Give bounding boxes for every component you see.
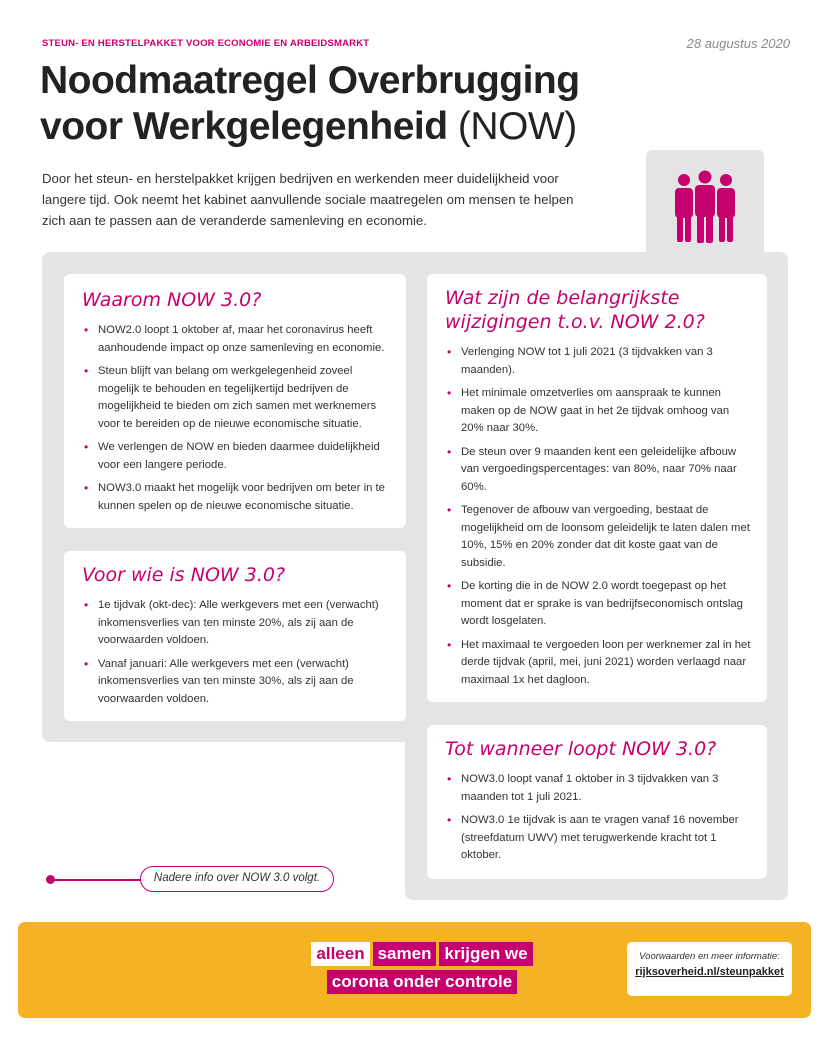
connector-line xyxy=(50,879,142,881)
card-key-changes xyxy=(427,274,767,702)
list-item: • Tegenover de afbouw van vergoeding, bestaat de mogelijkheid om de loonsom geleidelijk te laten dalen met 10%, 15% en 20% zonder dat dit koste gaat van de subsidie. xyxy=(445,502,753,572)
info-link[interactable]: rijksoverheid.nl/steunpakket xyxy=(635,966,784,978)
slogan-line: corona onder controle xyxy=(327,970,517,994)
slogan-word: samen xyxy=(373,942,437,966)
bullet-list xyxy=(82,597,392,708)
title-suffix: (NOW) xyxy=(457,105,577,148)
card-for-whom xyxy=(64,551,406,721)
bullet-list xyxy=(445,771,753,865)
list-item: • Verlenging NOW tot 1 juli 2021 (3 tijdvakken van 3 maanden). xyxy=(445,344,753,379)
list-item: • NOW3.0 loopt vanaf 1 oktober in 3 tijdvakken van 3 maanden tot 1 juli 2021. xyxy=(445,771,753,806)
card-heading: Wat zijn de belangrijkste wijzigingen t.o.v. NOW 2.0? xyxy=(445,287,705,333)
list-item: • NOW2.0 loopt 1 oktober af, maar het coronavirus heeft aanhoudende impact op onze samenleving en economie. xyxy=(82,322,392,357)
list-item: • 1e tijdvak (okt-dec): Alle werkgevers met een (verwacht) inkomensverlies van ten minste 20%, als zij aan de voorwaarden voldoen. xyxy=(82,597,392,650)
card-heading: Voor wie is NOW 3.0? xyxy=(82,564,286,586)
campaign-slogan xyxy=(304,942,540,998)
card-why-now xyxy=(64,274,406,528)
list-item: • De steun over 9 maanden kent een geleidelijke afbouw van vergoedingspercentages: van 80%, naar 70% naar 60%. xyxy=(445,444,753,497)
slogan-word: krijgen we xyxy=(439,942,532,966)
connector-dot xyxy=(46,875,55,884)
page-title xyxy=(40,58,660,150)
card-until-when xyxy=(427,725,767,879)
title-main: Noodmaatregel Overbrugging voor Werkgelegenheid xyxy=(40,59,580,148)
list-item: • NOW3.0 1e tijdvak is aan te vragen vanaf 16 november (streefdatum UWV) met terugwerkende kracht tot 1 oktober. xyxy=(445,812,753,865)
list-item: • NOW3.0 maakt het mogelijk voor bedrijven om beter in te kunnen spelen op de nieuwe economische situatie. xyxy=(82,480,392,515)
list-item: • We verlengen de NOW en bieden daarmee duidelijkheid voor een langere periode. xyxy=(82,439,392,474)
list-item: • Het minimale omzetverlies om aanspraak te kunnen maken op de NOW gaat in het 2e tijdvak omhoog van 20% naar 30%. xyxy=(445,385,753,438)
kicker: STEUN- EN HERSTELPAKKET VOOR ECONOMIE EN ARBEIDSMARKT xyxy=(42,38,370,49)
intro-text: Door het steun- en herstelpakket krijgen bedrijven en werkenden meer duidelijkheid voor langere tijd. Ook neemt het kabinet aanvullende sociale maatregelen om mensen te helpen zich aan te passen aan de veranderde samenleving en economie. xyxy=(42,171,574,228)
more-info-note: Nadere info over NOW 3.0 volgt. xyxy=(140,866,334,892)
list-item: • Steun blijft van belang om werkgelegenheid zoveel mogelijk te behouden en tegelijkertijd bedrijven de mogelijkheid te bieden om zich samen met werknemers voor te bereiden op de nieuwe economische situatie. xyxy=(82,363,392,433)
card-heading: Tot wanneer loopt NOW 3.0? xyxy=(445,738,717,760)
info-box xyxy=(627,942,792,996)
footer-banner xyxy=(18,922,811,1018)
icon-panel xyxy=(646,150,764,265)
info-label: Voorwaarden en meer informatie: xyxy=(639,951,780,962)
bullet-list xyxy=(445,344,753,689)
bullet-list xyxy=(82,322,392,515)
slogan-word: alleen xyxy=(311,942,369,966)
publication-date: 28 augustus 2020 xyxy=(686,36,790,51)
list-item: • De korting die in de NOW 2.0 wordt toegepast op het moment dat er sprake is van bedrijfseconomisch ontslag wordt losgelaten. xyxy=(445,578,753,631)
card-heading: Waarom NOW 3.0? xyxy=(82,289,262,311)
list-item: • Het maximaal te vergoeden loon per werknemer zal in het derde tijdvak (april, mei, juni 2021) worden verlaagd naar maximaal 1x het dagloon. xyxy=(445,637,753,690)
list-item: • Vanaf januari: Alle werkgevers met een (verwacht) inkomensverlies van ten minste 30%, als zij aan de voorwaarden voldoen. xyxy=(82,656,392,709)
people-icon xyxy=(672,166,738,248)
